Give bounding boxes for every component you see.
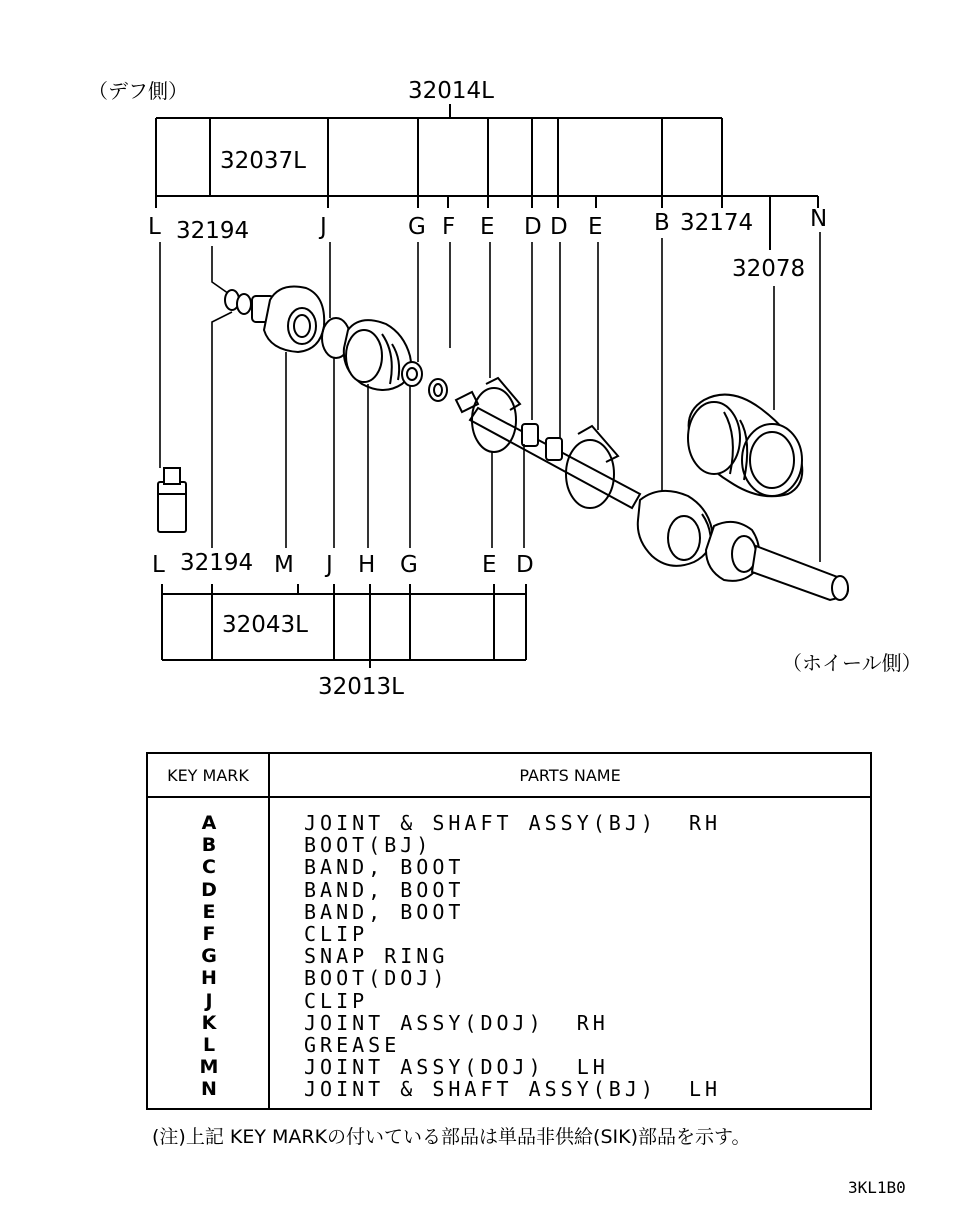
top-label-F: F	[442, 214, 456, 240]
grease-tube	[158, 468, 186, 532]
legend-part-name: BAND, BOOT	[304, 899, 465, 924]
legend-row	[148, 1034, 870, 1056]
legend-row	[148, 1056, 870, 1078]
legend-row	[148, 990, 870, 1012]
label-top-assy: 32014L	[408, 78, 494, 104]
bottom-label-G: G	[400, 552, 418, 578]
part-32194	[225, 290, 251, 314]
bottom-label-32194: 32194	[180, 550, 254, 576]
legend-row	[148, 923, 870, 945]
top-label-E1: E	[480, 214, 495, 240]
legend-part-name: JOINT ASSY(DOJ) RH	[304, 1010, 609, 1035]
legend-part-name: SNAP RING	[304, 944, 449, 969]
bottom-label-J: J	[326, 552, 333, 578]
legend-part-name: JOINT ASSY(DOJ) LH	[304, 1055, 609, 1080]
parts-legend-table	[146, 752, 872, 1110]
footnote: (注)上記 KEY MARKの付いている部品は単品非供給(SIK)部品を示す。	[152, 1126, 751, 1148]
legend-row	[148, 834, 870, 856]
legend-rows	[148, 812, 870, 1100]
top-label-D2: D	[550, 214, 568, 240]
legend-key: D	[201, 878, 217, 901]
bottom-label-L: L	[152, 552, 165, 578]
legend-part-name: CLIP	[304, 988, 369, 1013]
label-bottom-assy: 32013L	[318, 674, 404, 700]
legend-key: M	[199, 1056, 219, 1079]
top-label-G: G	[408, 214, 426, 240]
label-bottom-sub: 32043L	[222, 612, 308, 638]
legend-row	[148, 812, 870, 834]
top-row-labels	[148, 206, 827, 244]
legend-part-name: BAND, BOOT	[304, 877, 465, 902]
legend-key: F	[202, 922, 216, 945]
bottom-label-H: H	[358, 552, 376, 578]
top-label-L: L	[148, 214, 161, 240]
legend-part-name: CLIP	[304, 921, 369, 946]
bj-joint	[706, 522, 848, 600]
legend-key: C	[202, 856, 216, 879]
legend-part-name: JOINT & SHAFT ASSY(BJ) LH	[304, 1077, 722, 1102]
legend-row	[148, 967, 870, 989]
top-label-E2: E	[588, 214, 603, 240]
legend-row	[148, 901, 870, 923]
label-boot-kit: 32078	[732, 256, 806, 282]
bottom-row-labels	[152, 550, 534, 578]
legend-header-name: PARTS NAME	[270, 754, 870, 798]
bottom-label-M: M	[274, 552, 294, 578]
top-label-J: J	[320, 214, 327, 240]
top-label-N: N	[810, 206, 828, 232]
bottom-label-D: D	[516, 552, 534, 578]
label-diff-side: （デフ側）	[88, 79, 188, 103]
legend-key: L	[202, 1033, 216, 1056]
legend-key: E	[202, 900, 216, 923]
legend-part-name: BOOT(BJ)	[304, 833, 433, 858]
legend-row	[148, 1078, 870, 1100]
snap-ring	[402, 362, 422, 386]
legend-part-name: JOINT & SHAFT ASSY(BJ) RH	[304, 811, 722, 835]
legend-key: G	[201, 945, 217, 968]
legend-row	[148, 879, 870, 901]
drive-shaft-parts	[158, 287, 848, 601]
legend-part-name: BAND, BOOT	[304, 855, 465, 880]
label-wheel-side: （ホイール側）	[782, 651, 922, 675]
diagram-code: 3KL1B0	[848, 1178, 906, 1197]
legend-key: J	[205, 989, 213, 1012]
legend-key: K	[201, 1011, 217, 1034]
clip-f	[429, 379, 447, 401]
bj-boot	[638, 491, 712, 566]
legend-row	[148, 1012, 870, 1034]
legend-row	[148, 945, 870, 967]
boot-kit-32078	[688, 395, 802, 497]
legend-part-name: GREASE	[304, 1032, 401, 1057]
top-label-B: B	[654, 210, 670, 236]
bottom-label-E: E	[482, 552, 497, 578]
legend-part-name: BOOT(DOJ)	[304, 966, 449, 991]
label-top-sub: 32037L	[220, 148, 306, 174]
top-label-32174: 32174	[680, 210, 754, 236]
doj-boot	[344, 320, 411, 390]
legend-key: N	[201, 1078, 217, 1101]
bottom-bracket-lines	[162, 584, 526, 668]
doj-joint	[252, 287, 324, 353]
top-label-32194: 32194	[176, 218, 250, 244]
legend-key: A	[201, 812, 217, 834]
top-label-D1: D	[524, 214, 542, 240]
legend-header-key: KEY MARK	[148, 754, 270, 798]
legend-key: B	[201, 834, 217, 857]
legend-key: H	[201, 967, 217, 990]
legend-row	[148, 856, 870, 878]
